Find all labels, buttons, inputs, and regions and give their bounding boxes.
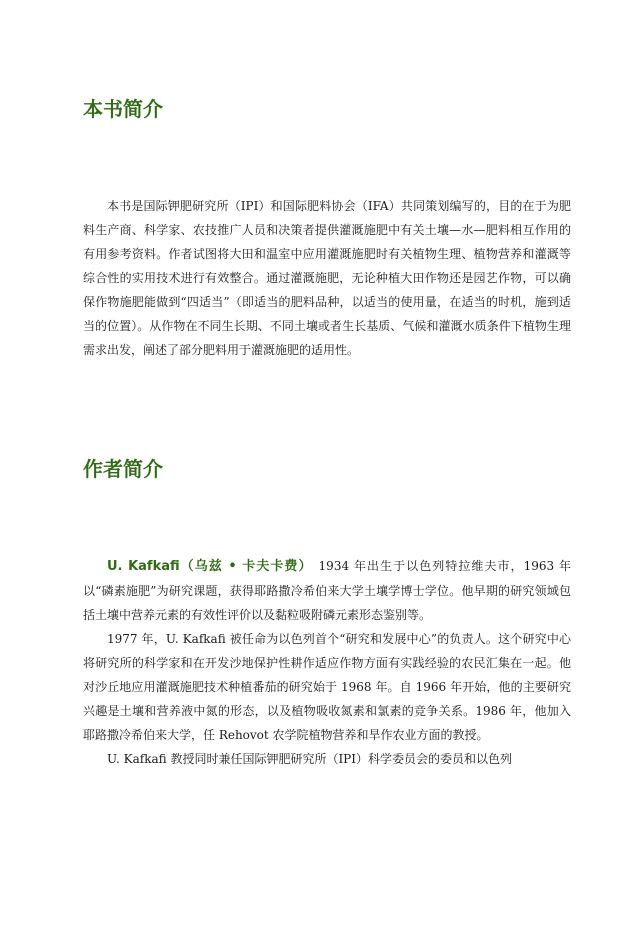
author-intro-section <box>83 554 571 771</box>
book-intro-paragraph: 本书是国际钾肥研究所（IPI）和国际肥料协会（IFA）共同策划编写的，目的在于为肥料生产商、科学家、农技推广人员和决策者提供灌溉施肥中有关土壤—水—肥料相互作用的有用参考资料。作者试图将大田和温室中应用灌溉施肥时有关植物生理、植物营养和灌溉等综合性的实用技术进行有效整合。通过灌溉施肥，无论种植大田作物还是园艺作物，可以确保作物施肥能做到“四适当”（即适当的肥料品种，以适当的使用量，在适当的时机，施到适当的位置）。从作物在不同生长期、不同土壤或者生长基质、气候和灌溉水质条件下植物生理需求出发，阐述了部分肥料用于灌溉施肥的适用性。 <box>83 199 571 357</box>
book-intro-section <box>83 194 571 362</box>
author-paragraph-1 <box>83 554 571 627</box>
author-paragraph-2: 1977 年，U. Kafkafi 被任命为以色列首个“研究和发展中心”的负责人。这个研究中心将研究所的科学家和在开发沙地保护性耕作适应作物方面有实践经验的农民汇集在一起。他对沙丘地应用灌溉施肥技术种植番茄的研究始于 1968 年。自 1966 年开始，他的主要研究兴趣是土壤和营养液中氮的形态，以及植物吸收氮素和氯素的竞争关系。1986 年，他加入耶路撒冷希伯来大学，任 Rehovot 农学院植物营养和旱作农业方面的教授。 <box>83 632 571 742</box>
book-intro-heading: 本书简介 <box>83 97 163 121</box>
author-name: U. Kafkafi（乌兹 • 卡夫卡费） <box>107 559 313 574</box>
author-paragraph-3: U. Kafkafi 教授同时兼任国际钾肥研究所（IPI）科学委员会的委员和以色列 <box>107 752 513 766</box>
author-paragraph-1-text: 1934 年出生于以色列特拉维夫市，1963 年以“磷素施肥”为研究课题，获得耶路撒冷希伯来大学土壤学博士学位。他早期的研究领域包括土壤中营养元素的有效性评价以及黏粒吸附磷元素形态鉴别等。 <box>83 559 572 622</box>
author-intro-heading: 作者简介 <box>83 457 163 481</box>
